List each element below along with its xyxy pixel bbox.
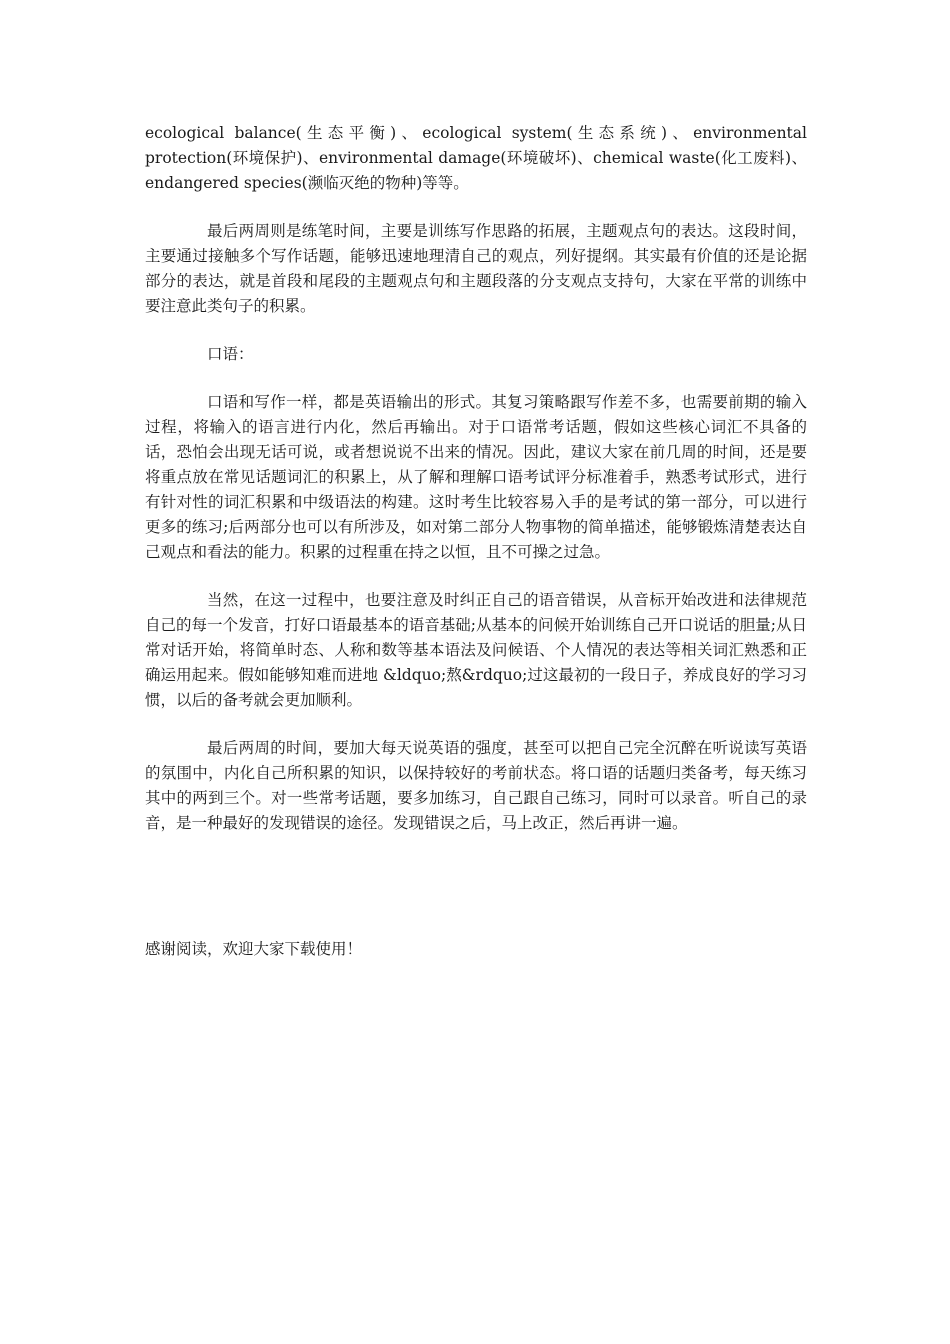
speaking-pronunciation-paragraph: 当然，在这一过程中，也要注意及时纠正自己的语音错误，从音标开始改进和法律规范自己的每一个发音，打好口语最基本的语音基础;从基本的问候开始训练自己开口说话的胆量;从日常对话开始，将简单时态、人称和数等基本语法及问候语、个人情况的表达等相关词汇熟悉和正确运用起来。假如能够知难而进地 &ldquo;熬&rdquo;过这最初的一段日子，养成良好的学习习惯，以后的备考就会更加顺利。 <box>145 591 807 709</box>
document-body <box>145 121 807 962</box>
closing-note: 感谢阅读，欢迎大家下载使用！ <box>145 940 363 958</box>
speaking-section-heading: 口语： <box>207 345 254 363</box>
section-spacer <box>145 859 807 937</box>
writing-practice-paragraph: 最后两周则是练笔时间，主要是训练写作思路的拓展，主题观点句的表达。这段时间，主要通过接触多个写作话题，能够迅速地理清自己的观点，列好提纲。其实最有价值的还是论据部分的表达，就是首段和尾段的主题观点句和主题段落的分支观点支持句，大家在平常的训练中要注意此类句子的积累。 <box>145 222 807 315</box>
speaking-final-weeks-paragraph: 最后两周的时间，要加大每天说英语的强度，甚至可以把自己完全沉醉在听说读写英语的氛围中，内化自己所积累的知识，以保持较好的考前状态。将口语的话题归类备考，每天练习其中的两到三个。对一些常考话题，要多加练习，自己跟自己练习，同时可以录音。听自己的录音，是一种最好的发现错误的途径。发现错误之后，马上改正，然后再讲一遍。 <box>145 739 807 832</box>
vocabulary-paragraph: ecological balance(生态平衡)、ecological system(生态系统)、environmental protection(环境保护)、environmental damage(环境破坏)、chemical waste(化工废料)、endangered species(濒临灭绝的物种)等等。 <box>145 124 807 192</box>
speaking-intro-paragraph: 口语和写作一样，都是英语输出的形式。其复习策略跟写作差不多，也需要前期的输入过程，将输入的语言进行内化，然后再输出。对于口语常考话题，假如这些核心词汇不具备的话，恐怕会出现无话可说，或者想说说不出来的情况。因此，建议大家在前几周的时间，还是要将重点放在常见话题词汇的积累上，从了解和理解口语考试评分标准着手，熟悉考试形式，进行有针对性的词汇积累和中级语法的构建。这时考生比较容易入手的是考试的第一部分，可以进行更多的练习;后两部分也可以有所涉及，如对第二部分人物事物的简单描述，能够锻炼清楚表达自己观点和看法的能力。积累的过程重在持之以恒，且不可操之过急。 <box>145 393 807 561</box>
